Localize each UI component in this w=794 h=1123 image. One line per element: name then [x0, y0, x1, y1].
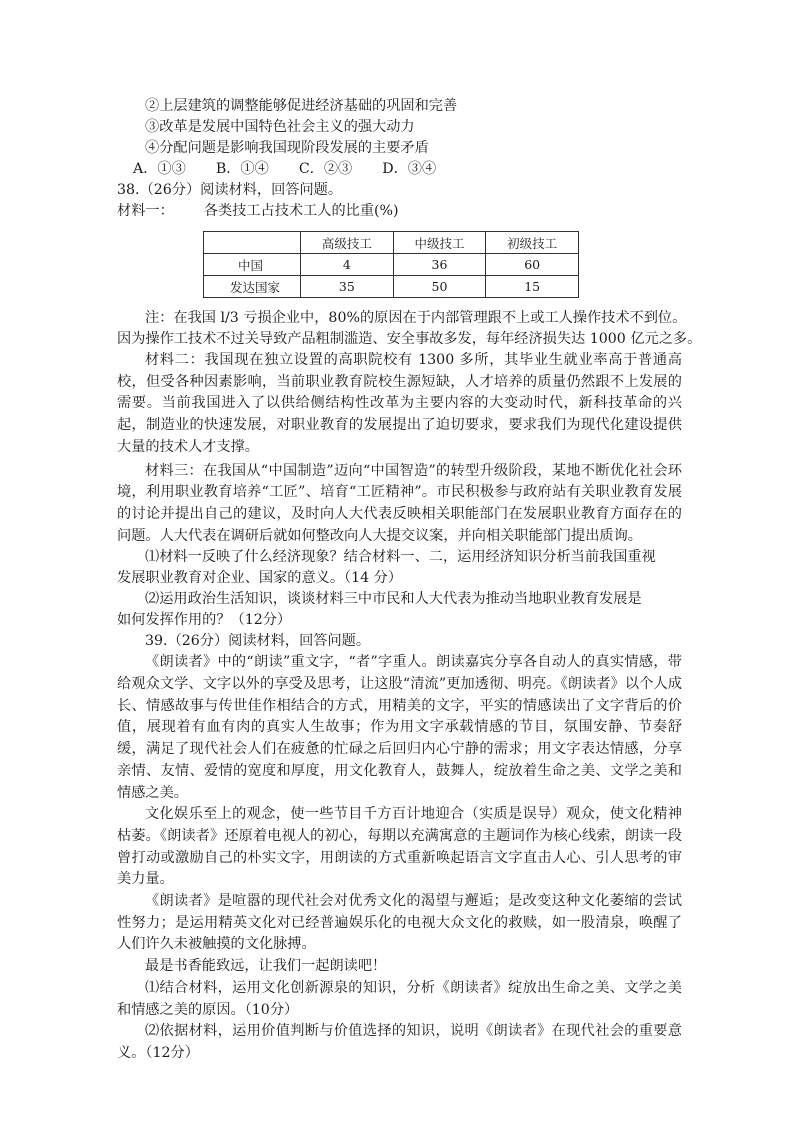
q39-paragraph-1: 《朗读者》中的“朗读”重文字，“者”字重人。朗读嘉宾分享各自动人的真实情感，带给观众文学、文字以外的享受及思考，让这股“清流”更加透彻、明亮。《朗读者》以个人成长、情感故事与传世佳作相结合的方式，用精美的文字，平实的情感读出了文字背后的价值，展现着有血有肉的真实人生故事；作为用文字承载情感的节目，氛围安静、节奏舒缓，满足了现代社会人们在疲惫的忙碌之后回归内心宁静的需求；用文字表达情感，分享亲情、友情、爱情的宽度和厚度，用文化教育人，鼓舞人，绽放着生命之美、文学之美和情感之美。	[117, 654, 682, 801]
table-note-line-2: 因为操作工技术不过关导致产品粗制滥造、安全事故多发，每年经济损失达 1000 亿元之多。	[117, 331, 702, 347]
material-2: 材料二：我国现在独立设置的高职院校有 1300 多所，其毕业生就业率高于普通高校，但受各种因素影响，当前职业教育院校生源短缺，人才培养的质量仍然跟不上发展的需要。当前我国进入了以供给侧结构性改革为主要内容的大变动时代，新科技革命的兴起，制造业的快速发展，对职业教育的发展提出了迫切要求，要求我们为现代化建设提供大量的技术人才支撑。	[117, 352, 682, 455]
row-label-developed: 发达国家	[204, 276, 301, 298]
q38-heading: 38.（26分）阅读材料，回答问题。	[117, 182, 343, 198]
col-header-junior: 初级技工	[486, 232, 579, 254]
option-3: ③改革是发展中国特色社会主义的强大动力	[145, 119, 415, 135]
technician-ratio-table	[203, 231, 579, 298]
q39-heading: 39.（26分）阅读材料，回答问题。	[145, 633, 371, 650]
table-cell: 35	[301, 276, 394, 298]
choice-b: B．①④	[215, 161, 269, 177]
material-3: 材料三：在我国从“中国制造”迈向“中国智造”的转型升级阶段，某地不断优化社会环境，利用职业教育培养“工匠”、培育“工匠精神”。市民积极参与政府站有关职业教育发展的讨论并提出自己的建议，及时向人大代表反映相关职能部门在发展职业教育方面存在的问题。人大代表在调研后就如何整改向人大提交议案，并向相关职能部门提出质询。	[117, 462, 682, 544]
q39-sub2: ⑵依据材料，运用价值判断与价值选择的知识，说明《朗读者》在现代社会的重要意义。（12分）	[117, 1023, 682, 1061]
q39-paragraph-2: 文化娱乐至上的观念，使一些节目千方百计地迎合（实质是误导）观众，使文化精神枯萎。《朗读者》还原着电视人的初心，每期以充满寓意的主题词作为核心线索，朗读一段曾打动或激励自己的朴实文字，用朗读的方式重新唤起语言文字直击人心、引人思考的审美力量。	[117, 806, 682, 888]
table-title: 各类技工占技术工人的比重(%)	[203, 203, 399, 219]
option-2: ②上层建筑的调整能够促进经济基础的巩固和完善	[145, 98, 458, 114]
col-header-senior: 高级技工	[301, 232, 394, 254]
table-cell: 36	[393, 254, 486, 276]
table-cell: 15	[486, 276, 579, 298]
q38-sub1-line-1: ⑴材料一反映了什么经济现象？结合材料一、二，运用经济知识分析当前我国重视	[145, 549, 656, 566]
col-header-intermediate: 中级技工	[393, 232, 486, 254]
table-row	[204, 254, 579, 276]
q39-paragraph-3: 《朗读者》是喧嚣的现代社会对优秀文化的渴望与邂逅；是改变这种文化萎缩的尝试性努力；是运用精英文化对已经普遍娱乐化的电视大众文化的救赎，如一股清泉，唤醒了人们许久未被触摸的文化脉搏。	[117, 893, 682, 953]
choice-d: D．③④	[382, 161, 437, 177]
table-note-line-1: 注：在我国 l/3 亏损企业中，80%的原因在于内部管理跟不上或工人操作技术不到位。	[145, 310, 687, 326]
exam-page	[117, 96, 702, 1065]
q39-sub1: ⑴结合材料，运用文化创新源泉的知识，分析《朗读者》绽放出生命之美、文学之美和情感之美的原因。（10分）	[117, 979, 682, 1018]
choice-c: C．②③	[298, 161, 353, 177]
table-header-row	[204, 232, 579, 254]
material1-caption	[117, 201, 682, 222]
q38-sub2-line-1: ⑵运用政治生活知识，谈谈材料三中市民和人大代表为推动当地职业教育发展是	[145, 591, 642, 608]
option-4: ④分配问题是影响我国现阶段发展的主要矛盾	[145, 140, 429, 156]
q38-sub1-line-2: 发展职业教育对企业、国家的意义。（14 分）	[117, 570, 403, 587]
q38-sub2-line-2: 如何发挥作用的？（12分）	[117, 612, 292, 629]
answer-choices	[117, 159, 682, 180]
table-cell: 50	[393, 276, 486, 298]
table-corner-cell	[204, 232, 301, 254]
material1-label: 材料一：	[117, 203, 174, 219]
table-row	[204, 276, 579, 298]
choice-a: A．①③	[133, 161, 186, 177]
q39-paragraph-4: 最是书香能致远，让我们一起朗读吧！	[145, 958, 387, 975]
table-cell: 60	[486, 254, 579, 276]
table-cell: 4	[301, 254, 394, 276]
row-label-china: 中国	[204, 254, 301, 276]
